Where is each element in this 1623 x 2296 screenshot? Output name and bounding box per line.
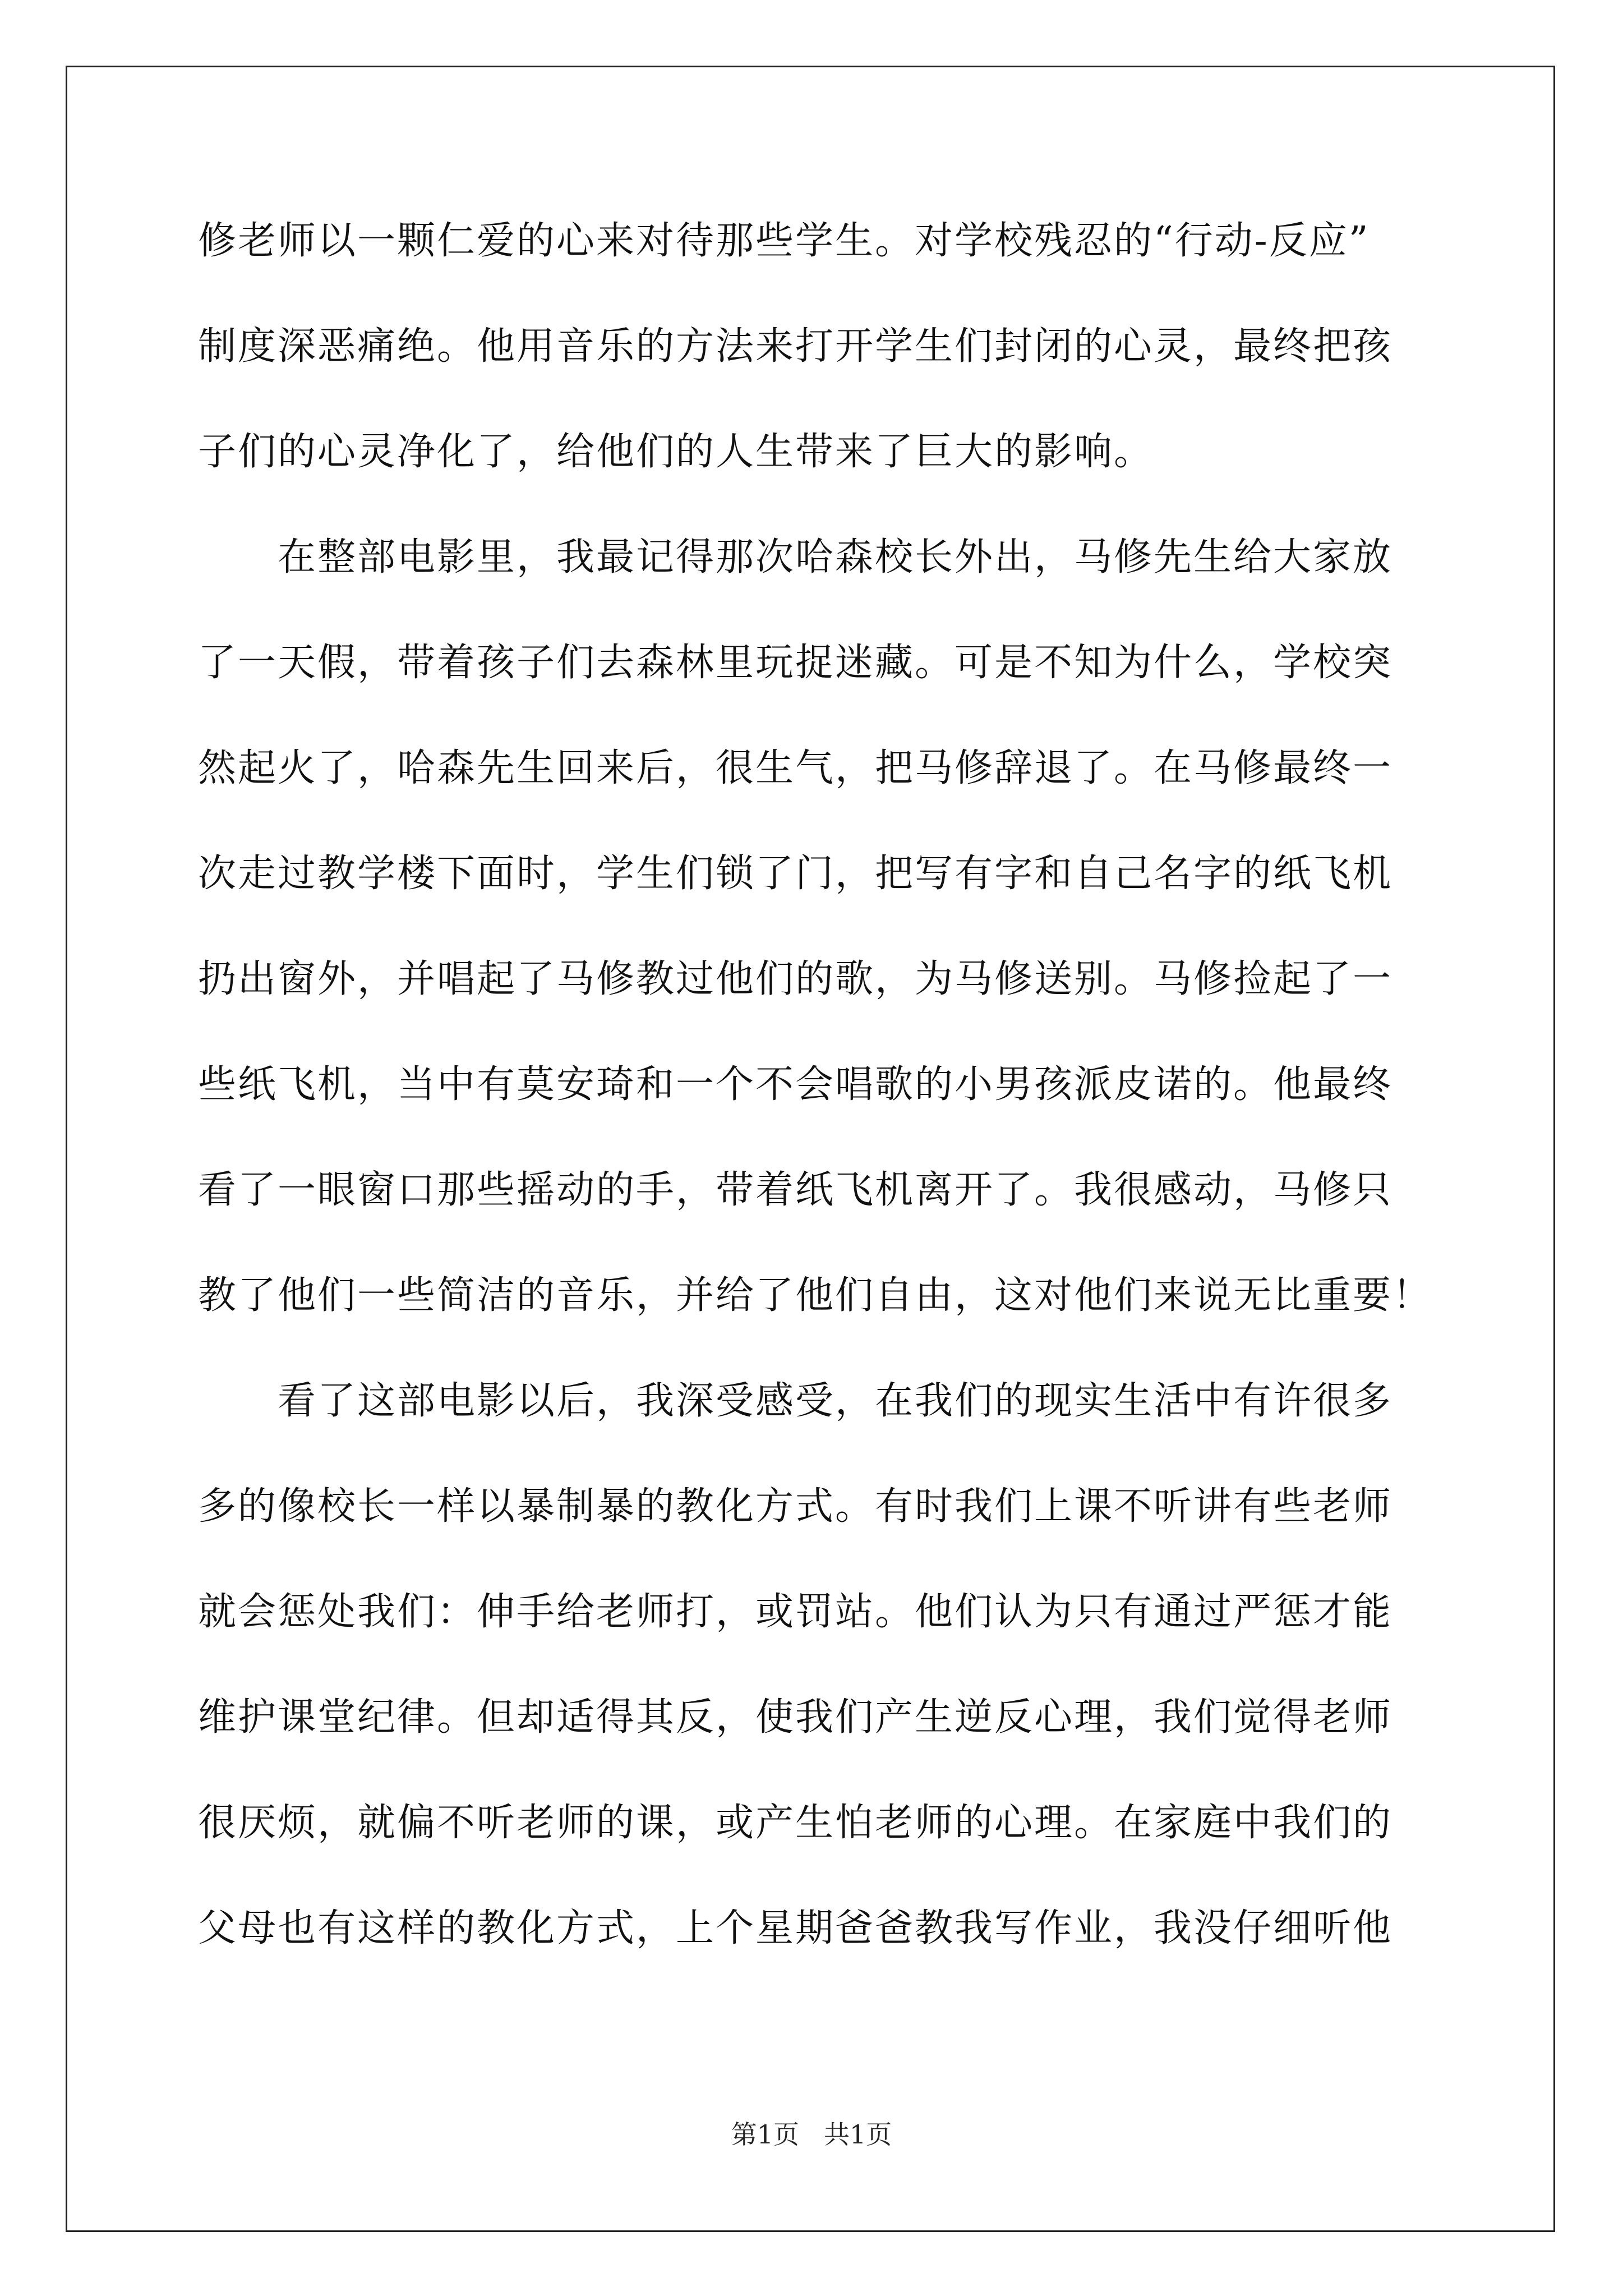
text-line-6: 然起火了，哈森先生回来后，很生气，把马修辞退了。在马修最终一 [198,746,1393,790]
text-line-10: 看了一眼窗口那些摇动的手，带着纸飞机离开了。我很感动，马修只 [198,1168,1393,1212]
page-number: 第1页 [731,2119,800,2150]
text-line-15: 维护课堂纪律。但却适得其反，使我们产生逆反心理，我们觉得老师 [198,1695,1393,1740]
page-footer [0,2118,1623,2151]
footer-gap [799,2119,824,2150]
text-line-5: 了一天假，带着孩子们去森林里玩捉迷藏。可是不知为什么，学校突 [198,641,1393,685]
text-line-7: 次走过教学楼下面时，学生们锁了门，把写有字和自己名字的纸飞机 [198,852,1393,896]
page-total: 共1页 [823,2119,892,2150]
text-line-17: 父母也有这样的教化方式，上个星期爸爸教我写作业，我没仔细听他 [198,1906,1393,1950]
text-line-2: 制度深恶痛绝。他用音乐的方法来打开学生们封闭的心灵，最终把孩 [198,324,1393,369]
text-line-3: 子们的心灵净化了，给他们的人生带来了巨大的影响。 [198,430,1154,474]
text-line-12: 看了这部电影以后，我深受感受，在我们的现实生活中有许很多 [198,1379,1393,1423]
text-line-11: 教了他们一些简洁的音乐，并给了他们自由，这对他们来说无比重要！ [198,1273,1433,1318]
text-line-8: 扔出窗外，并唱起了马修教过他们的歌，为马修送别。马修捡起了一 [198,957,1393,1001]
text-line-14: 就会惩处我们：伸手给老师打，或罚站。他们认为只有通过严惩才能 [198,1590,1393,1634]
text-line-16: 很厌烦，就偏不听老师的课，或产生怕老师的心理。在家庭中我们的 [198,1801,1393,1845]
text-line-4: 在整部电影里，我最记得那次哈森校长外出，马修先生给大家放 [198,535,1393,579]
text-line-9: 些纸飞机，当中有莫安琦和一个不会唱歌的小男孩派皮诺的。他最终 [198,1062,1393,1107]
text-line-13: 多的像校长一样以暴制暴的教化方式。有时我们上课不听讲有些老师 [198,1484,1393,1529]
text-line-1: 修老师以一颗仁爱的心来对待那些学生。对学校残忍的“行动-反应” [198,219,1370,263]
